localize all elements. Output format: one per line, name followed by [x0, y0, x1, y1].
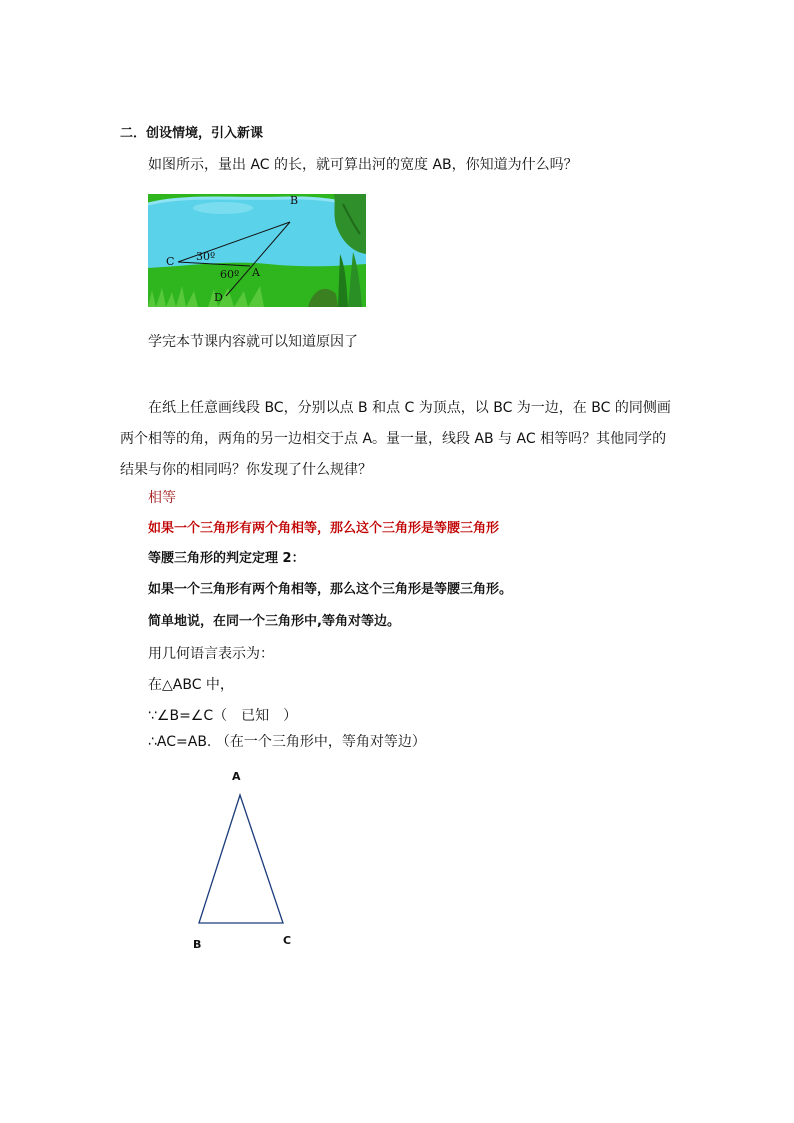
vertex-label-c: C — [283, 934, 292, 947]
red-conclusion: 如果一个三角形有两个角相等，那么这个三角形是等腰三角形 — [148, 521, 500, 536]
therefore-line: ∴AC=AB. （在一个三角形中，等角对等边） — [148, 734, 426, 750]
label-a: A — [252, 266, 260, 279]
river-width-figure — [148, 194, 366, 307]
angle-c-label: 30º — [196, 250, 216, 263]
label-d: D — [214, 291, 223, 304]
in-triangle-line: 在△ABC 中， — [148, 677, 234, 693]
after-figure-note: 学完本节课内容就可以知道原因了 — [148, 334, 358, 350]
angle-a-label: 60º — [220, 268, 240, 281]
intro-question: 如图所示，量出 AC 的长，就可算出河的宽度 AB，你知道为什么吗？ — [148, 157, 578, 173]
vertex-label-a: A — [232, 770, 241, 783]
simple-statement: 简单地说，在同一个三角形中,等角对等边。 — [148, 614, 400, 629]
river — [148, 198, 366, 268]
triangle-abc — [199, 795, 283, 923]
because-line: ∵∠B=∠C（ 已知 ） — [148, 708, 298, 724]
theorem-title: 等腰三角形的判定定理 2： — [148, 551, 305, 566]
vertex-label-b: B — [193, 938, 202, 951]
label-c: C — [166, 255, 175, 268]
geometry-intro: 用几何语言表示为： — [148, 646, 274, 662]
answer-equal: 相等 — [148, 490, 176, 506]
isosceles-triangle-figure — [180, 760, 320, 960]
label-b: B — [290, 194, 299, 207]
activity-paragraph: 在纸上任意画线段 BC，分别以点 B 和点 C 为顶点，以 BC 为一边，在 BC 的同侧画两个相等的角，两角的另一边相交于点 A。量一量，线段 AB 与 AC 相等吗？其他同学的结果与你的相同吗？你发现了什么规律？ — [120, 400, 671, 478]
section-heading: 二．创设情境，引入新课 — [120, 126, 264, 141]
theorem-statement: 如果一个三角形有两个角相等，那么这个三角形是等腰三角形。 — [148, 582, 513, 597]
